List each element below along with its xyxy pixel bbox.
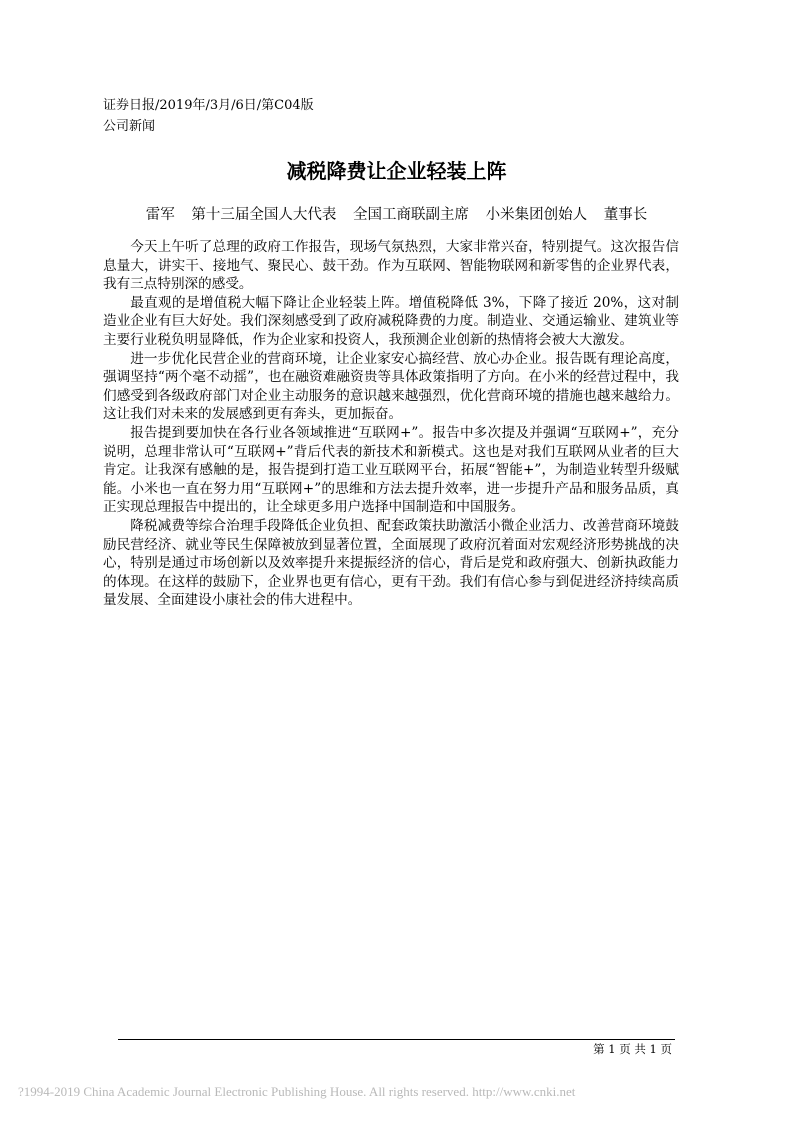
article-title: 减税降费让企业轻装上阵	[286, 159, 507, 183]
copyright-notice: ?1994-2019 China Academic Journal Electronic Publishing House. All rights reserved. http://www.cnki.net	[18, 1084, 576, 1099]
author-title: 全国工商联副主席	[353, 207, 469, 223]
article-meta	[103, 95, 314, 137]
paragraph: 报告提到要加快在各行业各领域推进“互联网+”。报告中多次提及并强调“互联网+”，充分说明，总理非常认可“互联网+”背后代表的新技术和新模式。这也是对我们互联网从业者的巨大肯定。让我深有感触的是，报告提到打造工业互联网平台，拓展“智能+”，为制造业转型升级赋能。小米也一直在努力用“互联网+”的思维和方法去提升效率，进一步提升产品和服务品质，真正实现总理报告中提出的，让全球更多用户选择中国制造和中国服务。	[103, 424, 679, 516]
author-title: 第十三届全国人大代表	[191, 207, 337, 223]
article-body	[103, 238, 679, 610]
author-title: 董事长	[603, 207, 648, 223]
source-line: 证券日报/2019年/3月/6日/第C04版	[103, 98, 314, 113]
section-label: 公司新闻	[103, 119, 156, 134]
author-title: 小米集团创始人	[485, 207, 588, 223]
page-number: 第 1 页 共 1 页	[593, 1042, 672, 1056]
author-name: 雷军	[145, 207, 175, 223]
author-byline	[0, 205, 793, 225]
paragraph: 降税减费等综合治理手段降低企业负担、配套政策扶助激活小微企业活力、改善营商环境鼓励民营经济、就业等民生保障被放到显著位置，全面展现了政府沉着面对宏观经济形势挑战的决心，特别是通过市场创新以及效率提升来提振经济的信心，背后是党和政府强大、创新执政能力的体现。在这样的鼓励下，企业界也更有信心，更有干劲。我们有信心参与到促进经济持续高质量发展、全面建设小康社会的伟大进程中。	[103, 517, 679, 609]
footer-divider	[118, 1039, 675, 1040]
paragraph: 进一步优化民营企业的营商环境，让企业家安心搞经营、放心办企业。报告既有理论高度，强调坚持“两个毫不动摇”，也在融资难融资贵等具体政策指明了方向。在小米的经营过程中，我们感受到各级政府部门对企业主动服务的意识越来越强烈，优化营商环境的措施也越来越给力。这让我们对未来的发展感到更有奔头，更加振奋。	[103, 350, 679, 423]
paragraph: 最直观的是增值税大幅下降让企业轻装上阵。增值税降低 3%，下降了接近 20%，这对制造业企业有巨大好处。我们深刻感受到了政府减税降费的力度。制造业、交通运输业、建筑业等主要行业税负明显降低，作为企业家和投资人，我预测企业创新的热情将会被大大激发。	[103, 294, 679, 348]
paragraph: 今天上午听了总理的政府工作报告，现场气氛热烈，大家非常兴奋，特别提气。这次报告信息量大，讲实干、接地气、聚民心、鼓干劲。作为互联网、智能物联网和新零售的企业界代表，我有三点特别深的感受。	[103, 239, 679, 293]
